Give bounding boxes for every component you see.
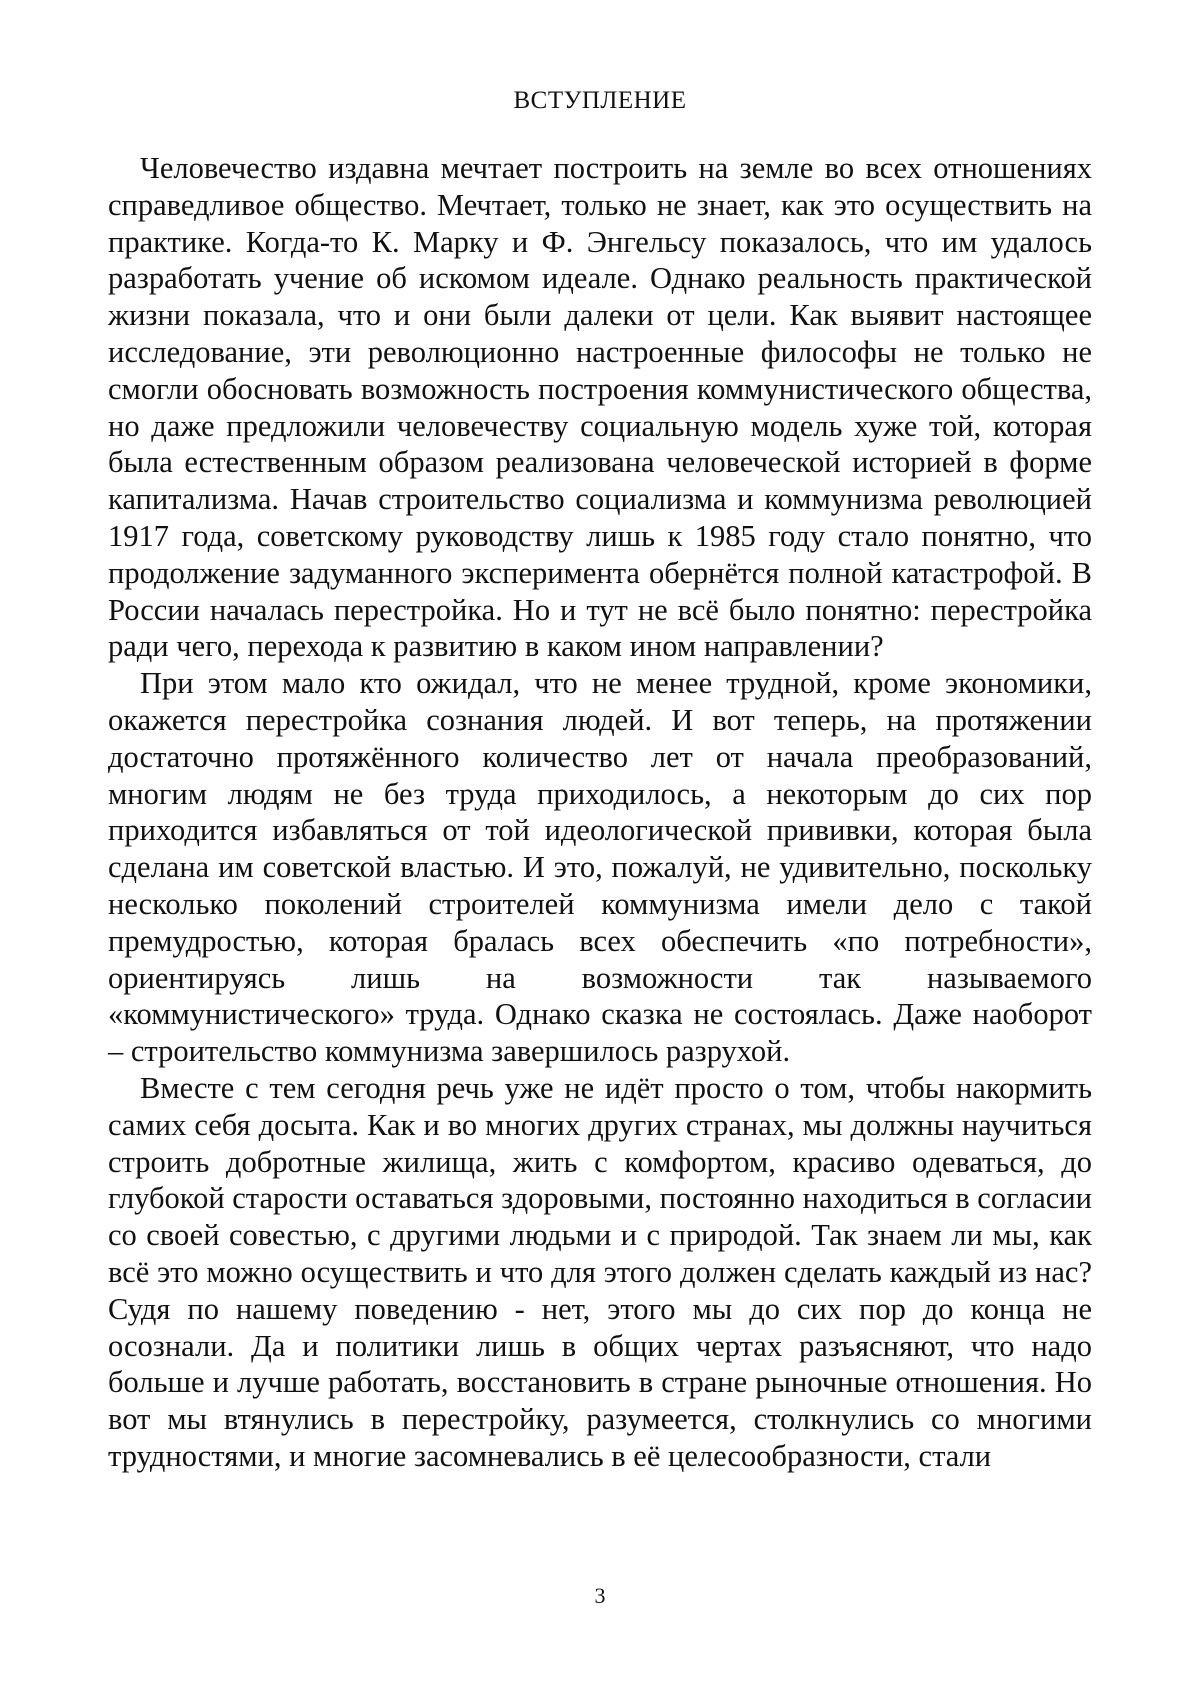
chapter-title: ВСТУПЛЕНИЕ <box>513 87 687 114</box>
paragraph-2: При этом мало кто ожидал, что не менее трудной, кроме экономики, окажется перестройка сознания людей. И вот теперь, на протяжении достаточно протяжённого количество лет от начала преобразований, многим людям не без труда приходилось, а некоторым до сих пор приходится избавляться от той идеологической прививки, которая была сделана им советской властью. И это, пожалуй, не удивительно, поскольку несколько поколений строителей коммунизма имели дело с такой премудростью, которая бралась всех обеспечить «по потребности», ориентируясь лишь на возможности так называемого «коммунистического» труда. Однако сказка не состоялась. Даже наоборот – строительство коммунизма завершилось разрухой. <box>108 666 1092 1069</box>
paragraph-1: Человечество издавна мечтает построить на земле во всех отношениях справедливое общество. Мечтает, только не знает, как это осуществить на практике. Когда-то К. Марку и Ф. Энгельсу показалось, что им удалось разработать учение об искомом идеале. Однако реальность практической жизни показала, что и они были далеки от цели. Как выявит настоящее исследование, эти революционно настроенные философы не только не смогли обосновать возможность построения коммунистического общества, но даже предложили человечеству социальную модель хуже той, которая была естественным образом реализована человеческой историей в форме капитализма. Начав строительство социализма и коммунизма революцией 1917 года, советскому руководству лишь к 1985 году стало понятно, что продолжение задуманного эксперимента обернётся полной катастрофой. В России началась перестройка. Но и тут не всё было понятно: перестройка ради чего, перехода к развитию в каком ином направлении? <box>108 151 1092 664</box>
page-number: 3 <box>594 1583 606 1608</box>
paragraph-3: Вместе с тем сегодня речь уже не идёт просто о том, чтобы накормить самих себя досыта. Как и во многих других странах, мы должны научиться строить добротные жилища, жить с комфортом, красиво одеваться, до глубокой старости оставаться здоровыми, постоянно находиться в согласии со своей совестью, с другими людьми и с природой. Так знаем ли мы, как всё это можно осуществить и что для этого должен сделать каждый из нас? Судя по нашему поведению - нет, этого мы до сих пор до конца не осознали. Да и политики лишь в общих чертах разъясняют, что надо больше и лучше работать, восстановить в стране рыночные отношения. Но вот мы втянулись в перестройку, разумеется, столкнулись со многими трудностями, и многие засомневались в её целесообразности, стали <box>108 1070 1092 1473</box>
body-text <box>108 150 1092 1475</box>
